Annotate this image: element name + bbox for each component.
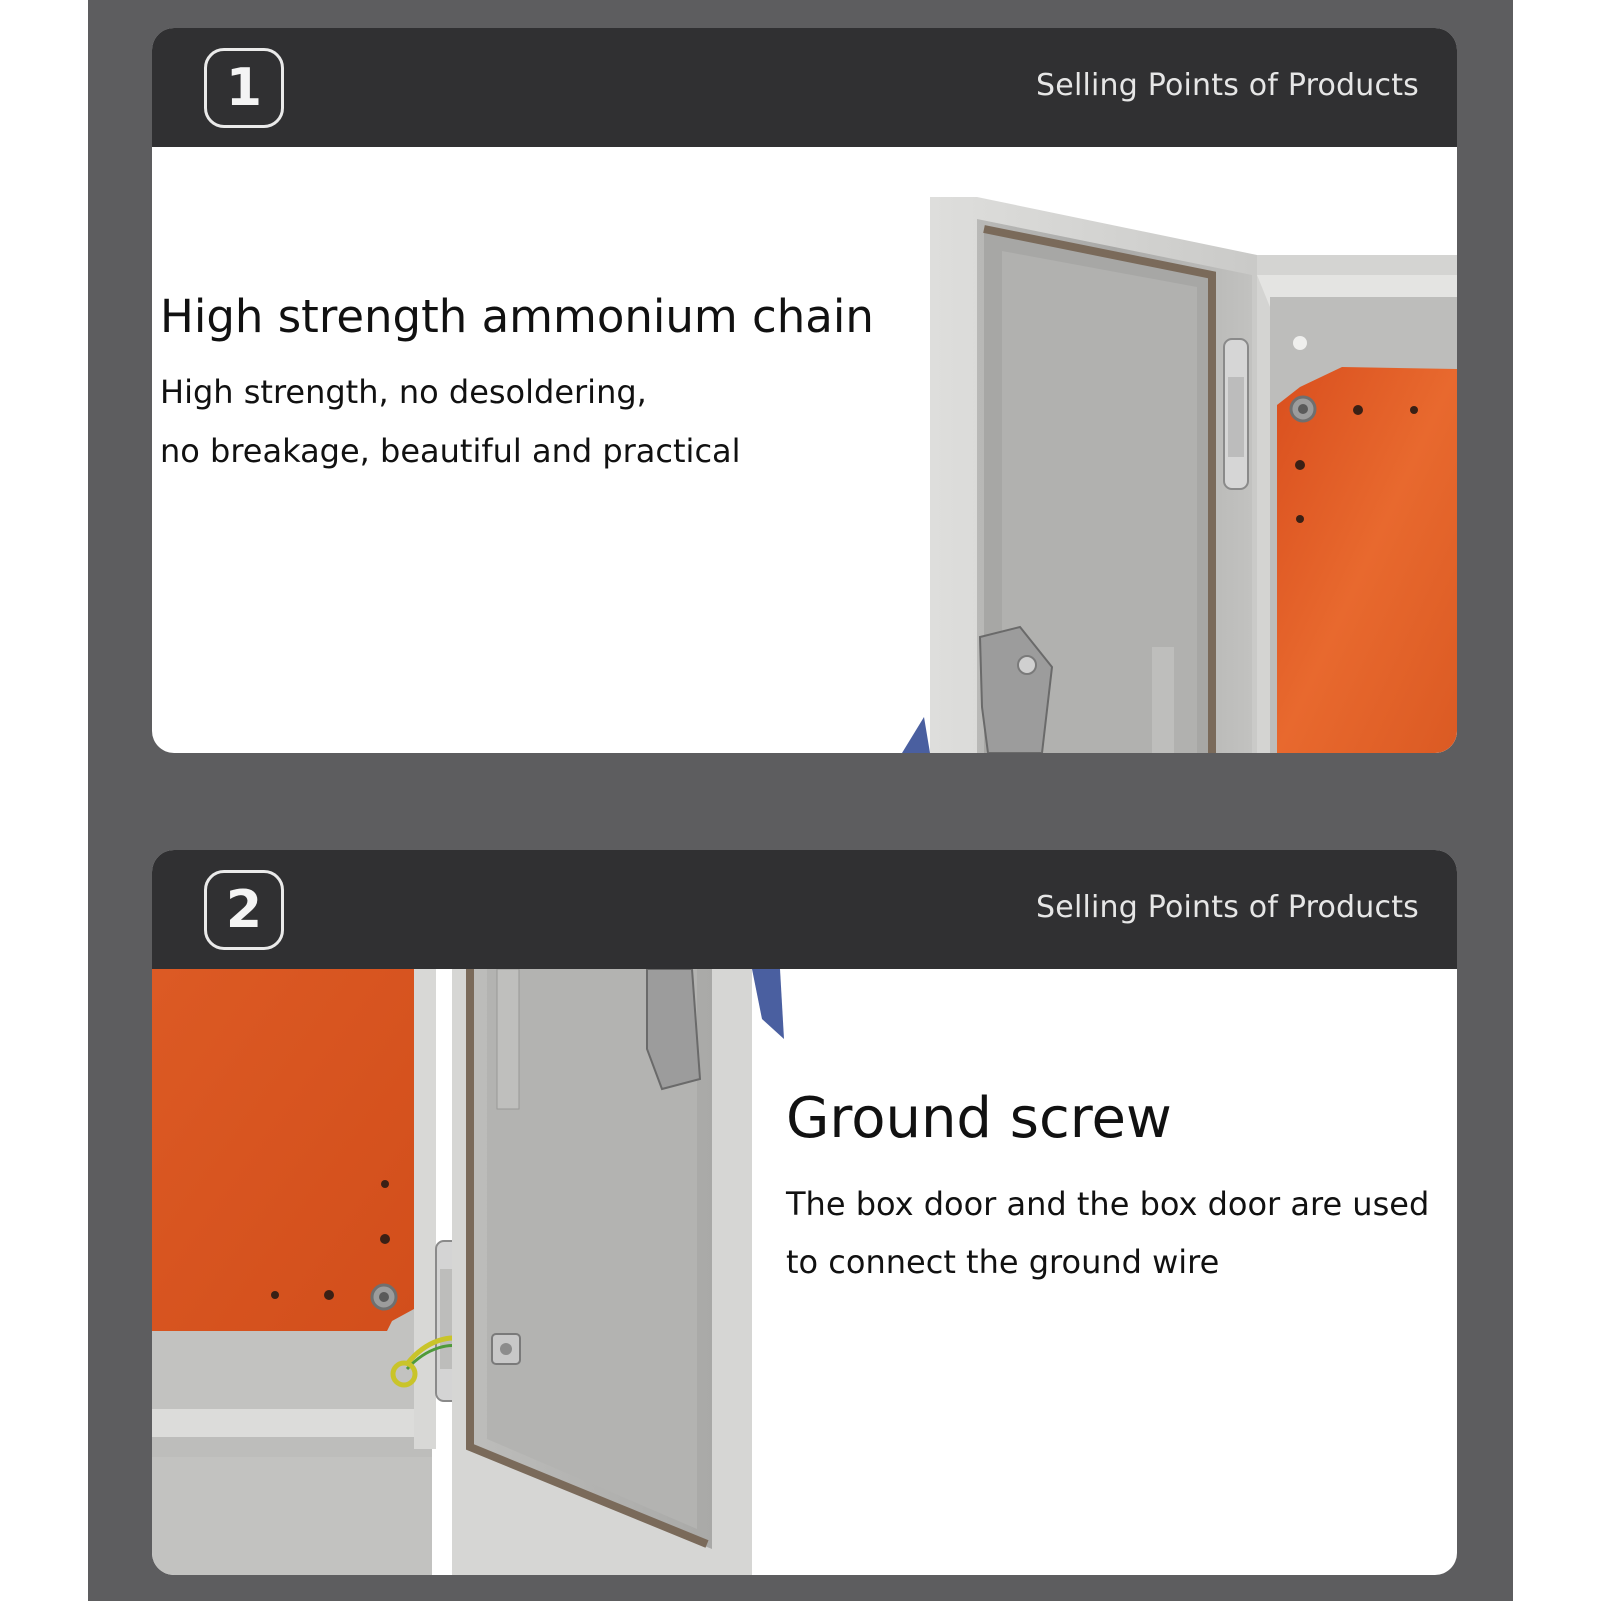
section-title: Ground screw xyxy=(786,1086,1172,1151)
card-header xyxy=(152,28,1457,147)
section-title: High strength ammonium chain xyxy=(160,290,874,343)
header-label: Selling Points of Products xyxy=(1036,68,1419,103)
section-number-badge: 1 xyxy=(204,48,284,128)
description-line: High strength, no desoldering, xyxy=(160,373,647,411)
description-line: The box door and the box door are used xyxy=(786,1185,1430,1223)
description-line: no breakage, beautiful and practical xyxy=(160,432,741,470)
selling-point-card-1 xyxy=(152,28,1457,753)
description-line: to connect the ground wire xyxy=(786,1243,1220,1281)
header-label: Selling Points of Products xyxy=(1036,890,1419,925)
selling-point-card-2 xyxy=(152,850,1457,1575)
section-number-badge: 2 xyxy=(204,870,284,950)
enclosure-hinge-photo xyxy=(752,147,1457,753)
card-header xyxy=(152,850,1457,969)
